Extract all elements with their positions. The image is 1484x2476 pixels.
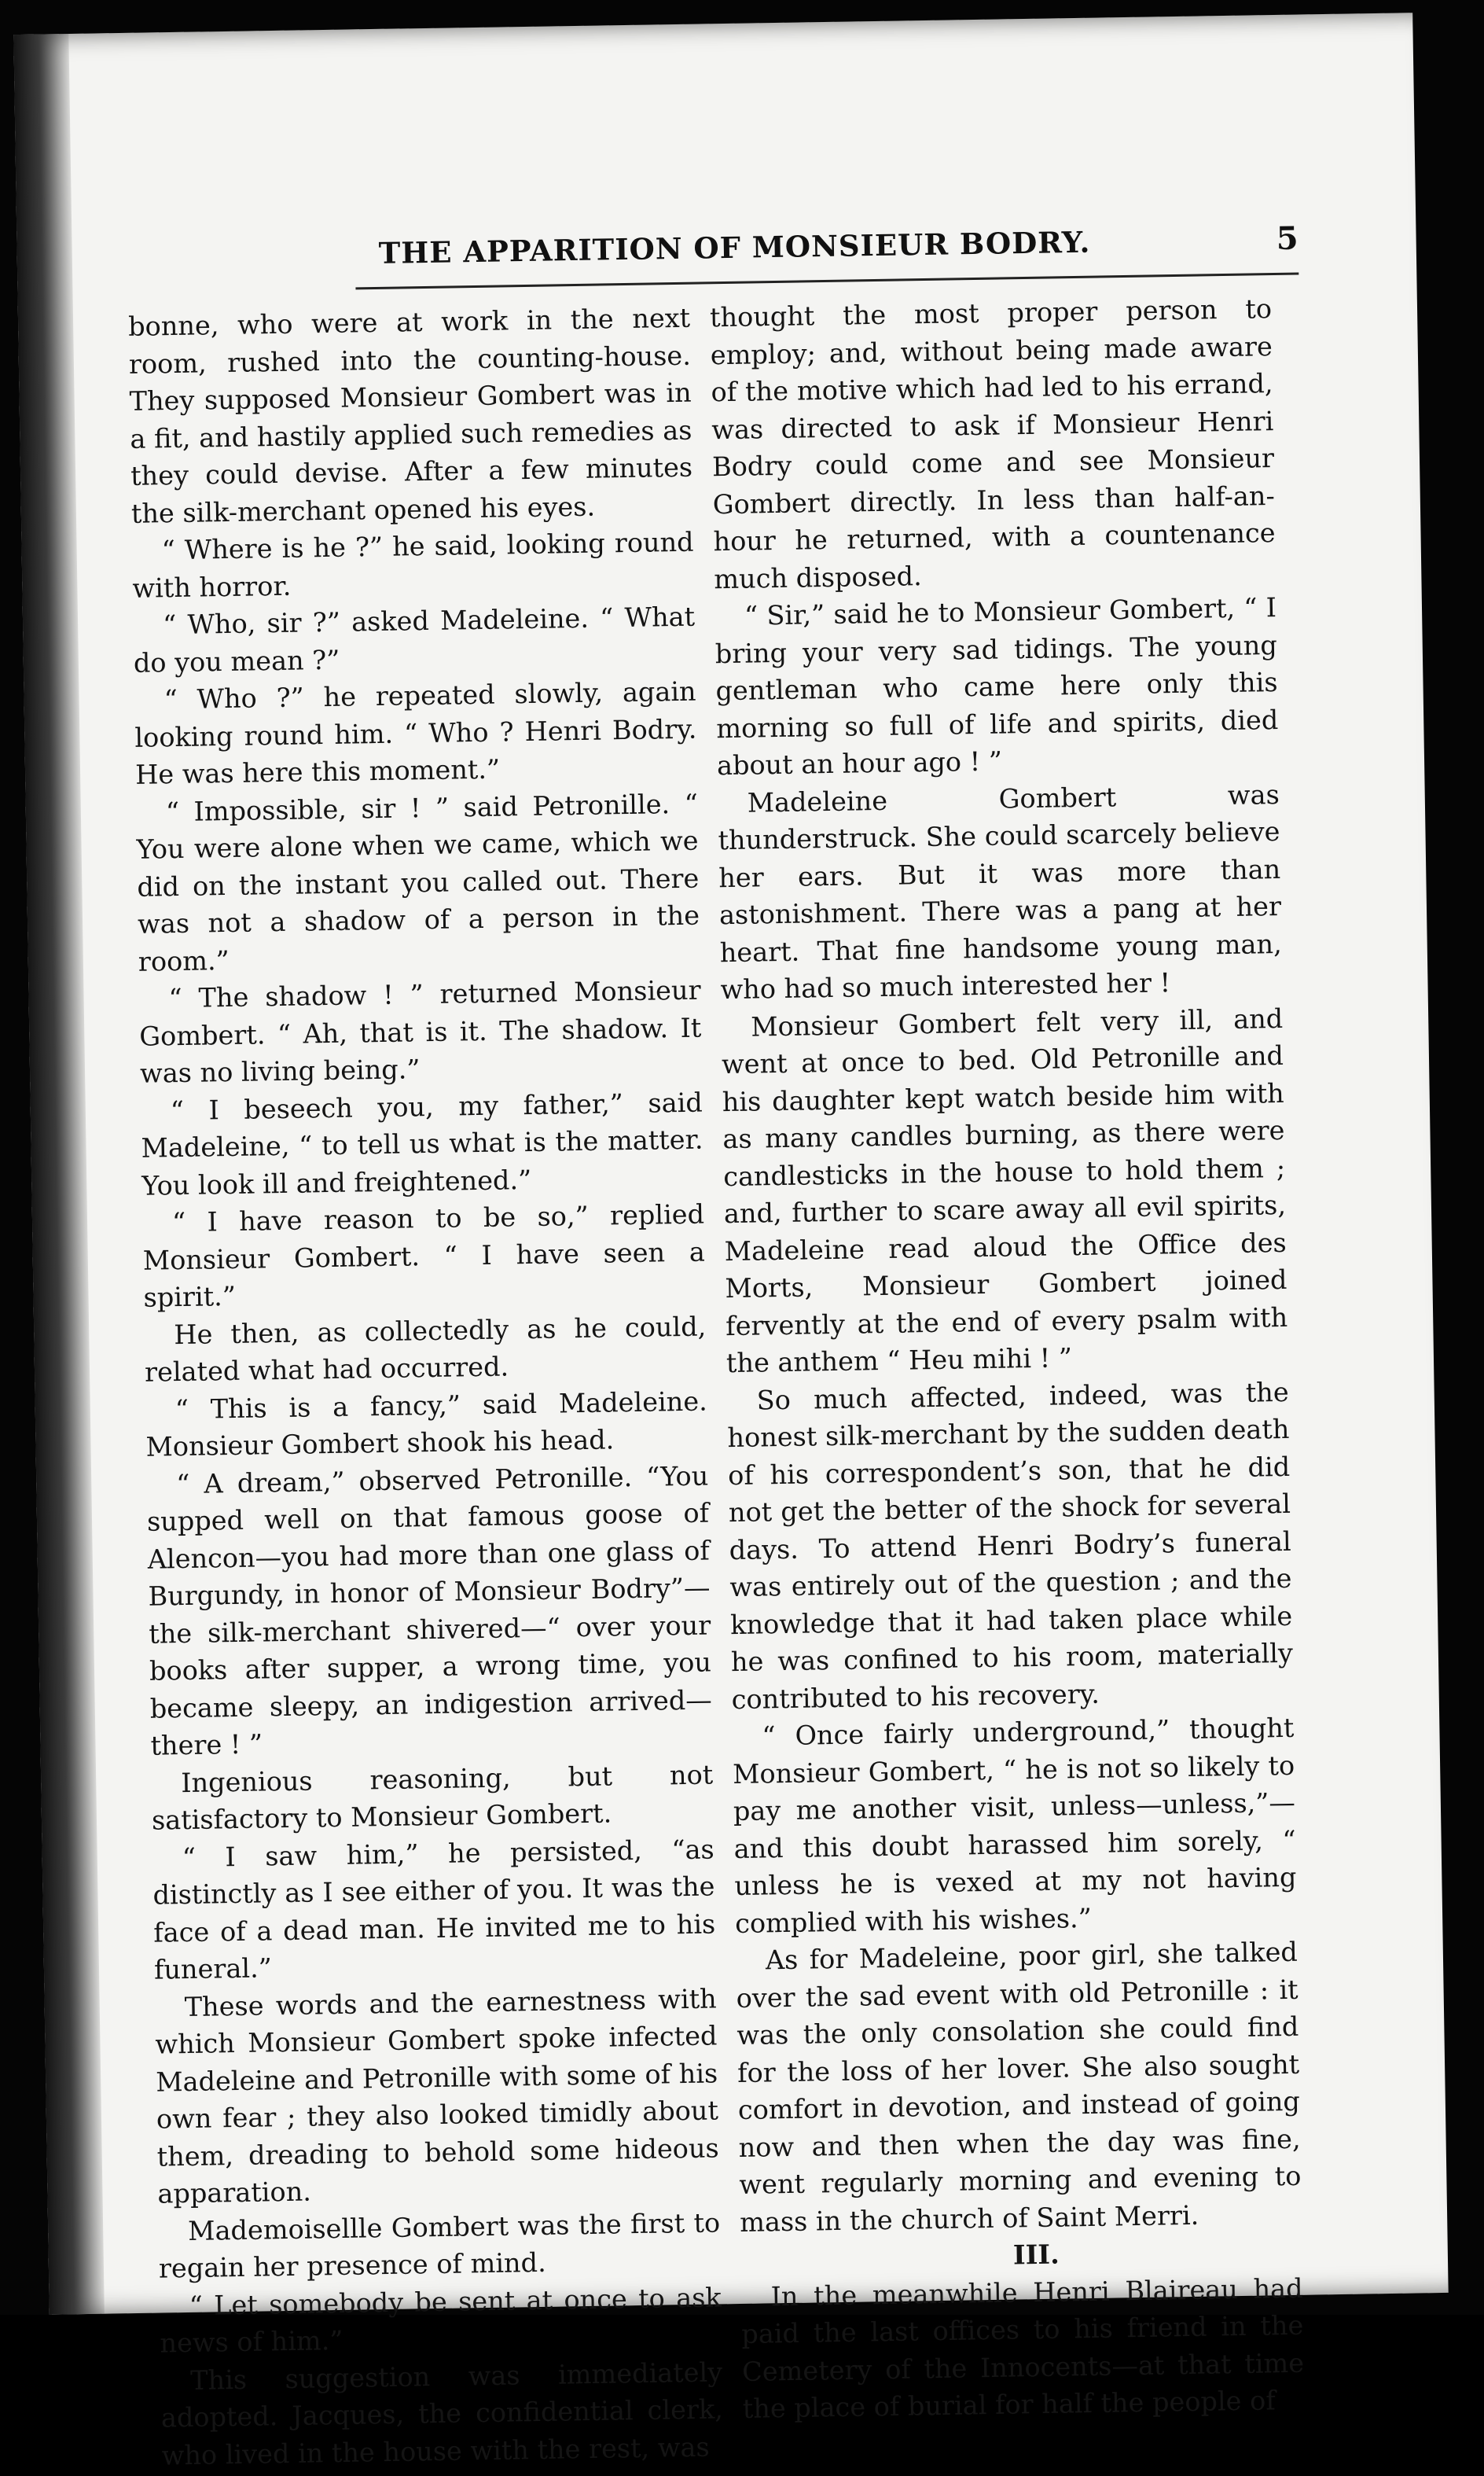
running-title: THE APPARITION OF MONSIEUR BODRY. — [378, 224, 1091, 270]
paragraph: In the meanwhile Henri Blaireau had paid the last offices to his friend in the Cemetery of the Innocents—at that time the place of burial for half the people of — [741, 2272, 1305, 2424]
paragraph: These words and the earnestness with which Monsieur Gombert spoke infected Madeleine and Petronille with some of his own fear ; they also looked timidly about them, dreading to behold some hideous apparation. — [155, 1982, 719, 2209]
paragraph: “ I have reason to be so,” replied Monsieur Gombert. “ I have seen a spirit.” — [142, 1198, 706, 1313]
paragraph: “ I saw him,” he persisted, “as distinctly as I see either of you. It was the face of a dead man. He invited me to his funeral.” — [152, 1833, 716, 1985]
paragraph: Ingenious reasoning, but not satisfactory to Monsieur Gombert. — [151, 1758, 714, 1836]
page-number: 5 — [1276, 219, 1298, 257]
left-column — [128, 300, 724, 2474]
paragraph: “ Sir,” said he to Monsieur Gombert, “ I bring your very sad tidings. The young gentleman who came here only this morning so full of life and spirits, died about an hour ago ! ” — [714, 592, 1279, 782]
paragraph: This suggestion was immediately adopted. Jacques, the confidential clerk, who lived in the house with the rest, was — [160, 2356, 724, 2471]
paragraph: So much affected, indeed, was the honest silk-merchant by the sudden death of his correspondent’s son, that he did not get the better of the shock for several days. To attend Henri Bodry’s funeral was entirely out of the question ; and the knowledge that it had taken place while he was confined to his room, materially contributed to his recovery. — [727, 1376, 1294, 1715]
paragraph: “ Who, sir ?” asked Madeleine. “ What do you mean ?” — [133, 601, 696, 679]
paragraph: “ Let somebody be sent at once to ask news of him.” — [160, 2281, 722, 2359]
paragraph: “ Impossible, sir ! ” said Petronille. “ You were alone when we came, which we did on the instant you called out. There was not a shadow of a person in the room.” — [136, 788, 700, 977]
paragraph: Monsieur Gombert felt very ill, and went at once to bed. Old Petronille and his daughter kept watch beside him with as many candles burning, as there were candlesticks in the house to hold them ; and, further to scare away all evil spirits, Madeleine read aloud the Office des Morts, Monsieur Gombert joined fervently at the end of every psalm with the anthem “ Heu mihi ! ” — [721, 1003, 1288, 1379]
page-spine-shadow — [13, 34, 105, 2315]
right-column — [710, 290, 1305, 2427]
paragraph: “ The shadow ! ” returned Monsieur Gombert. “ Ah, that is it. The shadow. It was no living being.” — [139, 974, 702, 1089]
paragraph: “ Once fairly underground,” thought Monsieur Gombert, “ he is not so likely to pay me another visit, unless—unless,”—and this doubt harassed him sorely, “ unless he is vexed at my not having complied with his wishes.” — [732, 1712, 1297, 1939]
paragraph: As for Madeleine, poor girl, she talked over the sad event with old Petronille : it was the only consolation she could find for the loss of her lover. She also sought comfort in devotion, and instead of going now and then when the day was fine, went regularly morning and evening to mass in the church of Saint Merri. — [736, 1936, 1302, 2238]
paragraph: thought the most proper person to employ; and, without being made aware of the motive which had led to his errand, was directed to ask if Monsieur Henri Bodry could come and see Monsieur Gombert directly. In less than half-an-hour he returned, with a countenance much disposed. — [709, 293, 1276, 594]
paragraph: “ I beseech you, my father,” said Madeleine, “ to tell us what is the matter. You look ill and freightened.” — [141, 1087, 703, 1201]
paragraph: “ A dream,” observed Petronille. “You supped well on that famous goose of Alencon—you had more than one glass of Burgundy, in honor of Monsieur Bodry”—the silk-merchant shivered—“ over your books after supper, a wrong time, you became sleepy, an indigestion arrived—there ! ” — [146, 1460, 713, 1761]
paragraph: Mademoisellle Gombert was the first to regain her presence of mind. — [158, 2206, 721, 2284]
section-heading: III. — [1012, 2239, 1060, 2271]
paragraph: bonne, who were at work in the next room, rushed into the counting-house. They supposed Monsieur Gombert was in a fit, and hastily applied such remedies as they could devise. After a few minutes the silk-merchant opened his eyes. — [127, 302, 693, 529]
paragraph: He then, as collectedly as he could, related what had occurred. — [144, 1311, 707, 1388]
paragraph: Madeleine Gombert was thunderstruck. She could scarcely believe her ears. But it was more than astonishment. There was a pang at her heart. That fine handsome young man, who had so much interested her ! — [718, 778, 1282, 1006]
paragraph: “ Who ?” he repeated slowly, again looking round him. “ Who ? Henri Bodry. He was here this moment.” — [134, 675, 697, 790]
paragraph: “ Where is he ?” he said, looking round with horror. — [132, 526, 694, 604]
paragraph: “ This is a fancy,” said Madeleine. Monsieur Gombert shook his head. — [145, 1385, 708, 1462]
book-page — [13, 13, 1448, 2471]
